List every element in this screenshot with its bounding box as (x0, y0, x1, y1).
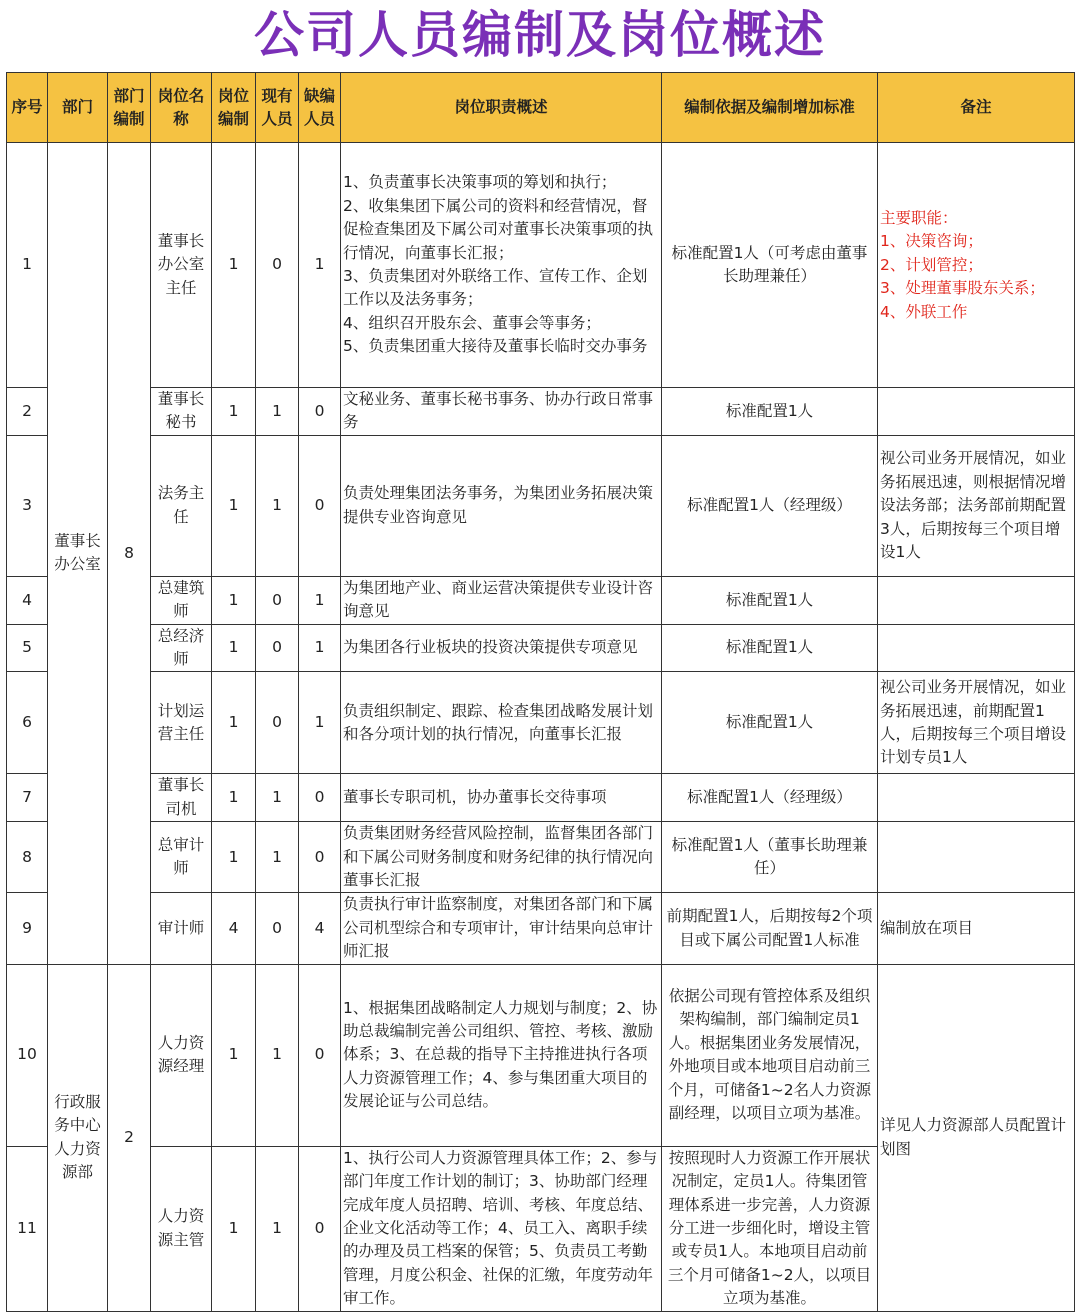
cell-dept-quota: 8 (108, 143, 151, 965)
cell-vacancy: 1 (299, 624, 341, 672)
cell-post-quota: 1 (212, 822, 256, 893)
table-row (7, 774, 1075, 822)
cell-duties: 负责处理集团法务事务，为集团业务拓展决策提供专业咨询意见 (341, 435, 662, 576)
staffing-table (6, 72, 1075, 1312)
cell-remarks (878, 822, 1075, 893)
cell-remarks: 视公司业务开展情况，如业务拓展迅速，则根据情况增设法务部；法务部前期配置3人，后期按每三个项目增设1人 (878, 435, 1075, 576)
cell-vacancy: 1 (299, 143, 341, 388)
cell-remarks: 视公司业务开展情况，如业务拓展迅速，前期配置1人，后期按每三个项目增设计划专员1人 (878, 672, 1075, 774)
cell-basis: 按照现时人力资源工作开展状况制定，定员1人。待集团管理体系进一步完善，人力资源分工进一步细化时，增设主管或专员1人。本地项目启动前三个月可储备1~2人，以项目立项为基准。 (662, 1146, 878, 1311)
cell-duties: 负责集团财务经营风险控制，监督集团各部门和下属公司财务制度和财务纪律的执行情况向董事长汇报 (341, 822, 662, 893)
cell-current: 0 (256, 893, 299, 964)
table-row (7, 624, 1075, 672)
cell-basis: 标准配置1人 (662, 672, 878, 774)
cell-position: 人力资源主管 (151, 1146, 212, 1311)
header-post-quota: 岗位编制 (212, 73, 256, 143)
cell-vacancy: 0 (299, 388, 341, 436)
cell-position: 法务主任 (151, 435, 212, 576)
cell-remarks: 详见人力资源部人员配置计划图 (878, 964, 1075, 1311)
header-current: 现有人员 (256, 73, 299, 143)
table-row (7, 143, 1075, 388)
cell-duties: 董事长专职司机，协办董事长交待事项 (341, 774, 662, 822)
cell-position: 总审计师 (151, 822, 212, 893)
table-row (7, 893, 1075, 964)
cell-dept: 行政服务中心人力资源部 (48, 964, 108, 1311)
cell-remarks: 编制放在项目 (878, 893, 1075, 964)
cell-current: 0 (256, 624, 299, 672)
cell-dept: 董事长办公室 (48, 143, 108, 965)
cell-seq: 1 (7, 143, 48, 388)
cell-basis: 标准配置1人（可考虑由董事长助理兼任） (662, 143, 878, 388)
cell-position: 计划运营主任 (151, 672, 212, 774)
cell-position: 董事长司机 (151, 774, 212, 822)
cell-vacancy: 0 (299, 1146, 341, 1311)
cell-basis: 标准配置1人（董事长助理兼任） (662, 822, 878, 893)
header-dept: 部门 (48, 73, 108, 143)
cell-post-quota: 4 (212, 893, 256, 964)
cell-post-quota: 1 (212, 143, 256, 388)
header-dept-quota: 部门编制 (108, 73, 151, 143)
cell-post-quota: 1 (212, 774, 256, 822)
cell-remarks: 主要职能： 1、决策咨询； 2、计划管控； 3、处理董事股东关系； 4、外联工作 (878, 143, 1075, 388)
header-position: 岗位名称 (151, 73, 212, 143)
cell-position: 总经济师 (151, 624, 212, 672)
cell-post-quota: 1 (212, 672, 256, 774)
page-title: 公司人员编制及岗位概述 (254, 6, 826, 64)
header-vacancy: 缺编人员 (299, 73, 341, 143)
cell-vacancy: 1 (299, 576, 341, 624)
table-row (7, 576, 1075, 624)
table-row (7, 672, 1075, 774)
cell-duties: 负责组织制定、跟踪、检查集团战略发展计划和各分项计划的执行情况，向董事长汇报 (341, 672, 662, 774)
table-row (7, 822, 1075, 893)
cell-post-quota: 1 (212, 576, 256, 624)
cell-duties: 为集团地产业、商业运营决策提供专业设计咨询意见 (341, 576, 662, 624)
cell-duties: 1、负责董事长决策事项的筹划和执行； 2、收集集团下属公司的资料和经营情况，督促检查集团及下属公司对董事长决策事项的执行情况，向董事长汇报； 3、负责集团对外联络工作、宣传工作、企划工作以及法务事务； 4、组织召开股东会、董事会等事务； 5、负责集团重大接待及董事长临时交办事务 (341, 143, 662, 388)
cell-vacancy: 1 (299, 672, 341, 774)
cell-position: 董事长秘书 (151, 388, 212, 436)
cell-position: 审计师 (151, 893, 212, 964)
header-duties: 岗位职责概述 (341, 73, 662, 143)
cell-current: 1 (256, 822, 299, 893)
table-row (7, 435, 1075, 576)
cell-current: 0 (256, 143, 299, 388)
cell-seq: 7 (7, 774, 48, 822)
cell-post-quota: 1 (212, 435, 256, 576)
cell-position: 人力资源经理 (151, 964, 212, 1146)
cell-vacancy: 4 (299, 893, 341, 964)
cell-remarks (878, 774, 1075, 822)
header-basis: 编制依据及编制增加标准 (662, 73, 878, 143)
cell-seq: 6 (7, 672, 48, 774)
cell-current: 1 (256, 774, 299, 822)
cell-seq: 5 (7, 624, 48, 672)
cell-duties: 文秘业务、董事长秘书事务、协办行政日常事务 (341, 388, 662, 436)
cell-remarks (878, 576, 1075, 624)
cell-current: 1 (256, 388, 299, 436)
cell-duties: 负责执行审计监察制度，对集团各部门和下属公司机型综合和专项审计，审计结果向总审计师汇报 (341, 893, 662, 964)
cell-current: 1 (256, 435, 299, 576)
cell-basis: 标准配置1人（经理级） (662, 774, 878, 822)
cell-seq: 11 (7, 1146, 48, 1311)
cell-vacancy: 0 (299, 822, 341, 893)
cell-current: 1 (256, 964, 299, 1146)
header-row (7, 73, 1075, 143)
cell-remarks (878, 624, 1075, 672)
table-row (7, 964, 1075, 1146)
cell-remarks (878, 388, 1075, 436)
cell-duties: 1、执行公司人力资源管理具体工作；2、参与部门年度工作计划的制订；3、协助部门经理完成年度人员招聘、培训、考核、年度总结、企业文化活动等工作；4、员工入、离职手续的办理及员工档案的保管；5、负责员工考勤管理，月度公积金、社保的汇缴，年度劳动年审工作。 (341, 1146, 662, 1311)
cell-seq: 8 (7, 822, 48, 893)
cell-duties: 1、根据集团战略制定人力规划与制度；2、协助总裁编制完善公司组织、管控、考核、激励体系；3、在总裁的指导下主持推进执行各项人力资源管理工作；4、参与集团重大项目的发展论证与公司总结。 (341, 964, 662, 1146)
cell-basis: 标准配置1人 (662, 388, 878, 436)
cell-duties: 为集团各行业板块的投资决策提供专项意见 (341, 624, 662, 672)
cell-basis: 标准配置1人（经理级） (662, 435, 878, 576)
cell-current: 0 (256, 672, 299, 774)
cell-basis: 标准配置1人 (662, 576, 878, 624)
cell-basis: 依据公司现有管控体系及组织架构编制，部门编制定员1人。根据集团业务发展情况，外地项目或本地项目启动前三个月，可储备1~2名人力资源副经理，以项目立项为基准。 (662, 964, 878, 1146)
cell-vacancy: 0 (299, 774, 341, 822)
cell-seq: 9 (7, 893, 48, 964)
cell-seq: 10 (7, 964, 48, 1146)
cell-dept-quota: 2 (108, 964, 151, 1311)
cell-seq: 2 (7, 388, 48, 436)
header-seq: 序号 (7, 73, 48, 143)
cell-vacancy: 0 (299, 435, 341, 576)
cell-seq: 3 (7, 435, 48, 576)
table-row (7, 388, 1075, 436)
cell-post-quota: 1 (212, 1146, 256, 1311)
cell-seq: 4 (7, 576, 48, 624)
cell-basis: 标准配置1人 (662, 624, 878, 672)
cell-current: 0 (256, 576, 299, 624)
cell-current: 1 (256, 1146, 299, 1311)
cell-position: 总建筑师 (151, 576, 212, 624)
cell-post-quota: 1 (212, 624, 256, 672)
header-remarks: 备注 (878, 73, 1075, 143)
cell-vacancy: 0 (299, 964, 341, 1146)
cell-post-quota: 1 (212, 388, 256, 436)
cell-position: 董事长办公室主任 (151, 143, 212, 388)
cell-post-quota: 1 (212, 964, 256, 1146)
cell-basis: 前期配置1人，后期按每2个项目或下属公司配置1人标准 (662, 893, 878, 964)
